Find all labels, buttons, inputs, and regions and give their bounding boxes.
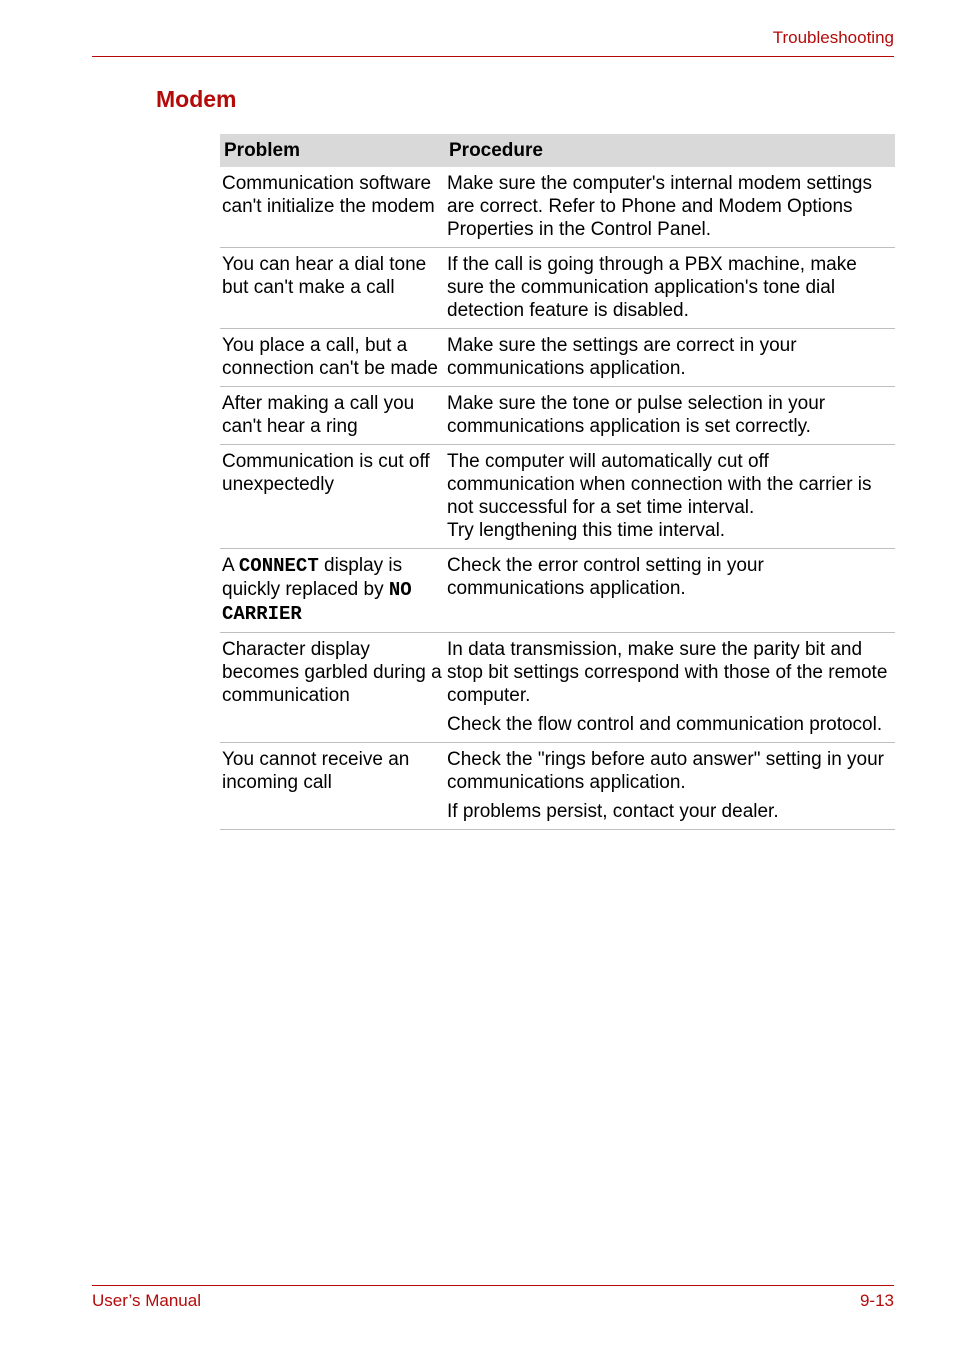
procedure-text: In data transmission, make sure the parity bit and stop bit settings correspond with those of the remote computer. (447, 639, 888, 706)
problem-cell: Communication software can't initialize the modem (220, 167, 445, 248)
procedure-text: If the call is going through a PBX machine, make sure the communication application's tone dial detection feature is disabled. (447, 254, 857, 321)
procedure-cell (445, 329, 895, 387)
section-title: Modem (156, 86, 237, 112)
table-row (220, 167, 895, 248)
problem-cell: You can hear a dial tone but can't make a call (220, 248, 445, 329)
problem-cell: After making a call you can't hear a ring (220, 387, 445, 445)
problem-cell: Communication is cut off unexpectedly (220, 445, 445, 549)
table-row (220, 743, 895, 830)
table-row (220, 445, 895, 549)
troubleshooting-table (220, 134, 895, 830)
problem-text: display is quickly replaced by (222, 555, 403, 600)
column-header-problem: Problem (220, 134, 445, 167)
procedure-cell (445, 549, 895, 633)
problem-cell (220, 549, 445, 633)
table-row (220, 549, 895, 633)
no-carrier-code: NO CARRIER (222, 579, 412, 625)
procedure-cell (445, 633, 895, 743)
problem-cell: You place a call, but a connection can't be made (220, 329, 445, 387)
procedure-text: Check the "rings before auto answer" setting in your communications application. (447, 749, 884, 793)
procedure-text: Make sure the tone or pulse selection in your communications application is set correctly. (447, 393, 826, 437)
problem-text: A (222, 555, 239, 576)
problem-cell: You cannot receive an incoming call (220, 743, 445, 830)
footer-manual-title: User’s Manual (92, 1291, 201, 1310)
connect-code: CONNECT (238, 555, 319, 577)
procedure-text: If problems persist, contact your dealer. (447, 801, 779, 822)
table-row (220, 329, 895, 387)
procedure-cell (445, 743, 895, 830)
procedure-cell (445, 387, 895, 445)
procedure-cell (445, 445, 895, 549)
procedure-cell (445, 248, 895, 329)
procedure-text: Try lengthening this time interval. (447, 520, 726, 541)
table-header-row (220, 134, 895, 167)
procedure-text: Check the flow control and communication protocol. (447, 714, 883, 735)
header-rule (92, 56, 894, 57)
procedure-text: The computer will automatically cut off communication when connection with the carrier is not successful for a set time interval. (447, 451, 872, 518)
procedure-text: Make sure the computer's internal modem settings are correct. Refer to Phone and Modem Options Properties in the Control Panel. (447, 173, 872, 240)
procedure-cell (445, 167, 895, 248)
procedure-text: Make sure the settings are correct in your communications application. (447, 335, 797, 379)
table-row (220, 387, 895, 445)
footer-rule (92, 1285, 894, 1286)
table-row (220, 248, 895, 329)
page-number: 9-13 (859, 1291, 894, 1310)
problem-cell: Character display becomes garbled during a communication (220, 633, 445, 743)
running-header: Troubleshooting (772, 28, 894, 47)
column-header-procedure: Procedure (445, 134, 895, 167)
procedure-text: Check the error control setting in your communications application. (447, 555, 764, 599)
table-row (220, 633, 895, 743)
